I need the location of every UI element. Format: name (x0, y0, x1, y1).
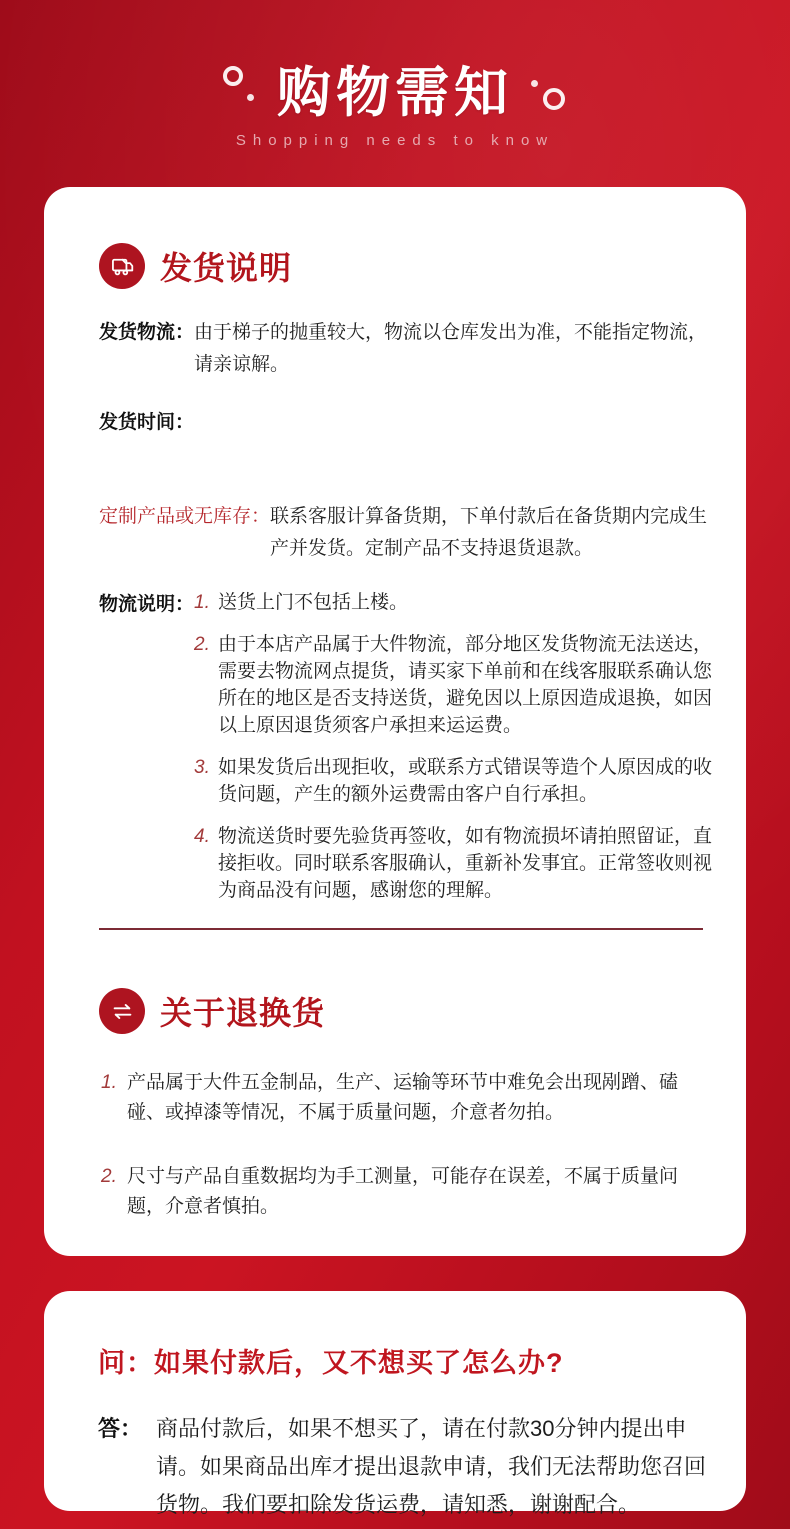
faq-card (44, 1291, 746, 1517)
list-item (99, 1068, 700, 1128)
title-row (0, 50, 790, 127)
custom-product-label: 定制产品或无库存： (99, 506, 271, 527)
list-text: 送货上门不包括上楼。 (218, 592, 409, 613)
list-number: 1. (101, 1072, 117, 1093)
shipping-section-title: 发货说明 (160, 250, 293, 286)
logistics-notes-label: 物流说明： (99, 594, 195, 615)
logistics-notes-list (194, 589, 722, 904)
ring-dot-decoration-right (529, 64, 569, 114)
ship-time-row (99, 407, 722, 439)
truck-icon (99, 243, 145, 289)
logistics-text: 由于梯子的抛重较大，物流以仓库发出为准，不能指定物流，请亲谅解。 (194, 322, 708, 375)
ship-time-label: 发货时间： (99, 412, 195, 433)
faq-answer-text: 商品付款后，如果不想买了，请在付款30分钟内提出申请。如果商品出库才提出退款申请，我们无法帮助您召回货物。我们要扣除发货运费，请知悉，谢谢配合。 (156, 1416, 707, 1517)
ship-time-text (194, 407, 722, 439)
logistics-row (99, 317, 722, 381)
circle-outline-icon (543, 88, 565, 110)
exchange-arrows-icon (99, 988, 145, 1034)
list-text: 产品属于大件五金制品，生产、运输等环节中难免会出现剐蹭、磕碰、或掉漆等情况，不属于质量问题，介意者勿拍。 (127, 1072, 679, 1123)
shipping-section-header (99, 243, 722, 289)
custom-product-row (99, 501, 722, 565)
list-item (99, 1162, 700, 1222)
faq-answer-label: 答： (98, 1416, 143, 1441)
list-number: 2. (101, 1166, 117, 1187)
returns-section-title: 关于退换货 (160, 995, 326, 1031)
faq-answer-row (98, 1410, 728, 1524)
list-number: 4. (194, 826, 210, 847)
dot-icon (531, 80, 538, 87)
page-subtitle: Shopping needs to know (235, 132, 555, 149)
section-divider (99, 928, 703, 930)
page-title: 购物需知 (277, 63, 513, 123)
custom-product-text: 联系客服计算备货期，下单付款后在备货期内完成生产并发货。定制产品不支持退货退款。 (270, 506, 708, 559)
faq-question: 问：如果付款后，又不想买了怎么办? (98, 1348, 564, 1378)
logistics-notes-row (99, 589, 722, 904)
list-text: 尺寸与产品自重数据均为手工测量，可能存在误差，不属于质量问题，介意者慎拍。 (127, 1166, 679, 1217)
list-text: 由于本店产品属于大件物流，部分地区发货物流无法送达，需要去物流网点提货，请买家下单前和在线客服联系确认您所在的地区是否支持送货，避免因以上原因造成退换，如因以上原因退货须客户承担来运运费。 (218, 634, 713, 736)
returns-list (99, 1068, 722, 1222)
list-item (194, 823, 722, 904)
list-item (194, 589, 722, 616)
list-number: 2. (194, 634, 210, 655)
shipping-returns-card (44, 187, 746, 1256)
ring-dot-decoration-left (221, 64, 261, 114)
page-header (0, 0, 790, 149)
returns-section-header (99, 988, 722, 1034)
list-number: 1. (194, 592, 210, 613)
list-number: 3. (194, 757, 210, 778)
list-item (194, 754, 722, 808)
dot-icon (247, 94, 254, 101)
list-text: 如果发货后出现拒收，或联系方式错误等造个人原因成的收货问题，产生的额外运费需由客户自行承担。 (218, 757, 713, 805)
logistics-label: 发货物流： (99, 322, 195, 343)
list-item (194, 631, 722, 739)
circle-outline-icon (223, 66, 243, 86)
list-text: 物流送货时要先验货再签收，如有物流损坏请拍照留证，直接拒收。同时联系客服确认，重新补发事宜。正常签收则视为商品没有问题，感谢您的理解。 (218, 826, 713, 901)
